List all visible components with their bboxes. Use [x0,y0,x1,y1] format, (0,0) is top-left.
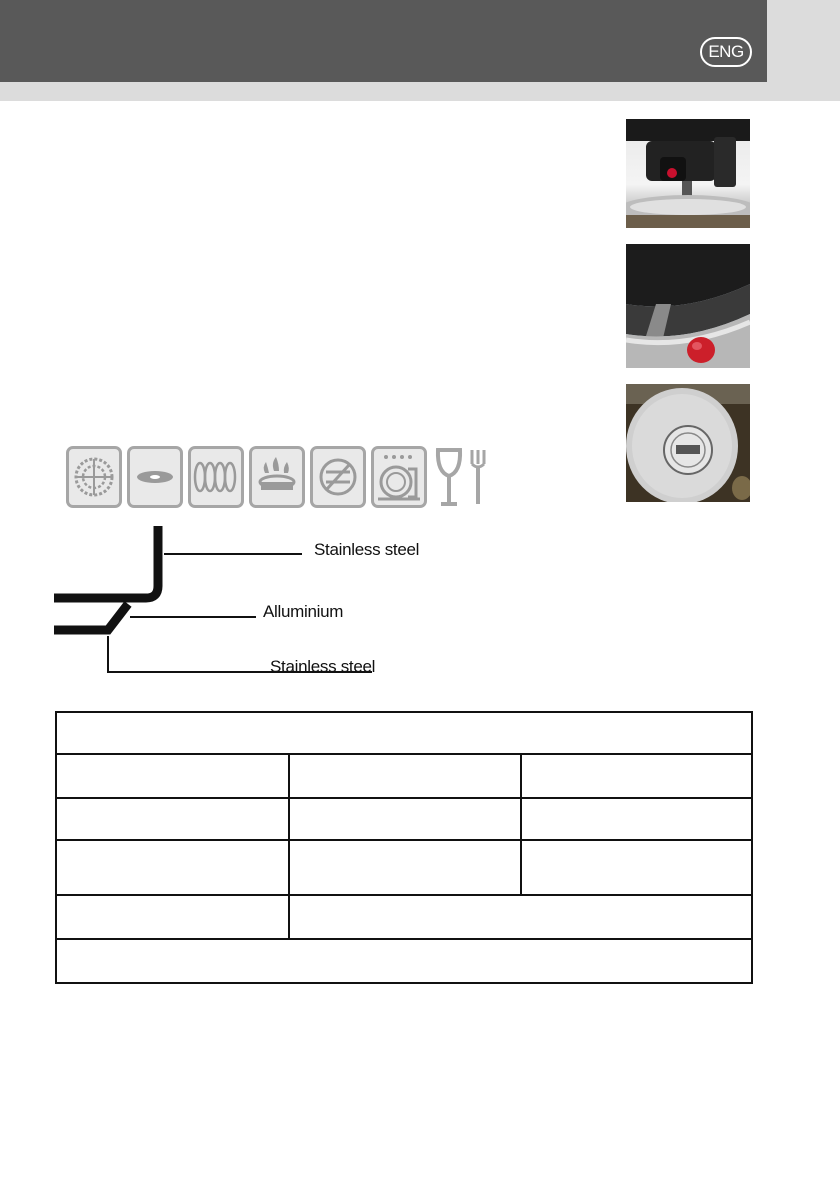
dishwasher-icon [371,446,427,508]
gas-burner-icon [249,446,305,508]
photo-induction-base [626,384,750,502]
table-row [56,840,752,895]
label-aluminium-core: Alluminium [263,602,344,621]
electric-hob-icon [66,446,122,508]
header-bar [0,0,767,82]
table-cell [521,798,752,840]
table-cell [289,895,752,939]
food-safe-icon [434,446,494,508]
table-row [56,712,752,754]
table-cell [521,840,752,895]
table-cell [56,754,289,798]
table-cell [56,895,289,939]
table-cell [289,798,521,840]
table-cell [56,840,289,895]
layer-diagram [50,520,470,690]
photo-pressure-valve [626,119,750,228]
header-tab [767,0,840,82]
photo-safety-indicator [626,244,750,368]
table-row [56,895,752,939]
label-outer-stainless: Stainless steel [314,540,420,559]
language-badge: ENG [700,37,752,67]
table-cell [289,840,521,895]
table-cell [56,798,289,840]
table-cell [56,939,752,983]
radiant-coil-icon [188,446,244,508]
table-cell [521,754,752,798]
table-row [56,798,752,840]
table-row [56,754,752,798]
table-row [56,939,752,983]
spec-table [55,711,753,984]
table-cell [289,754,521,798]
table-cell [56,712,752,754]
label-bottom-stainless: Stainless steel [270,657,376,676]
header-strip [0,82,840,101]
ceramic-hob-icon [127,446,183,508]
induction-icon [310,446,366,508]
